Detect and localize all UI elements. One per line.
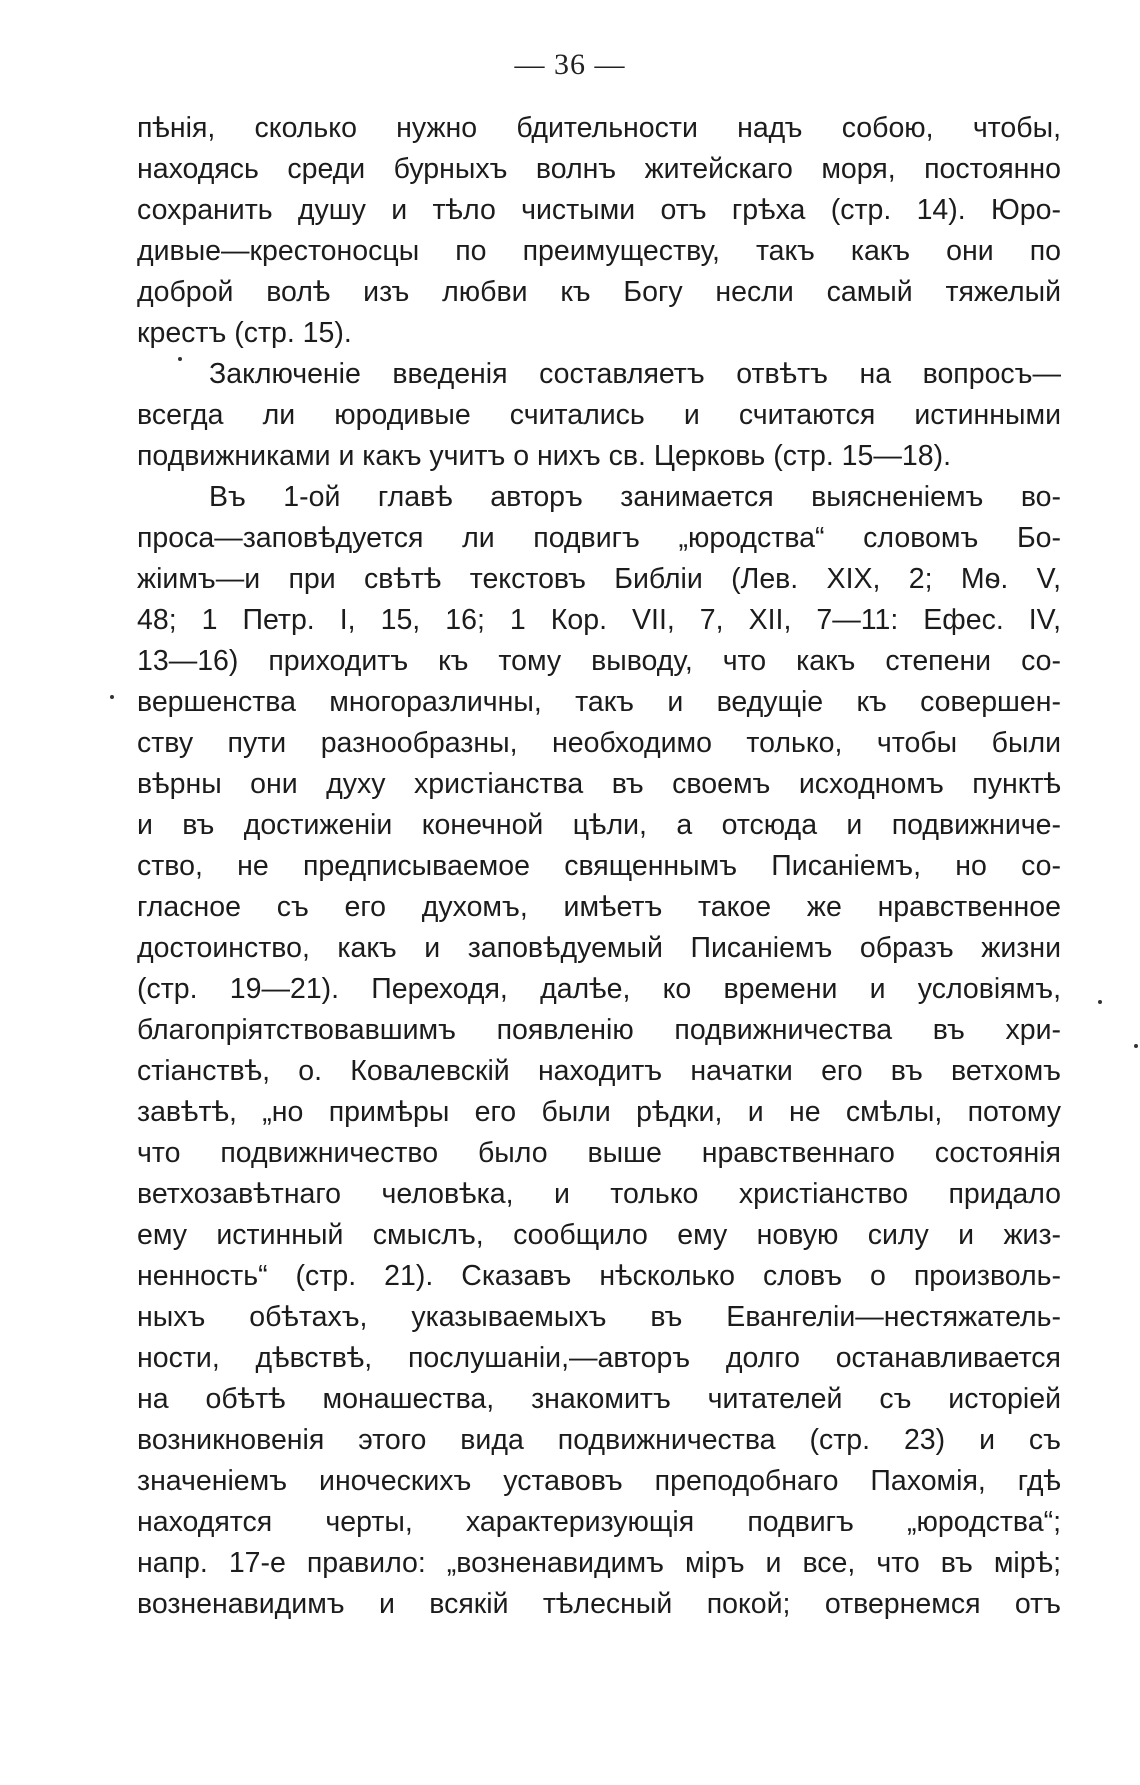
text-line: крестъ (стр. 15). (137, 317, 352, 349)
text-line: ству пути разнообразны, необходимо только, чтобы были (137, 727, 1061, 759)
paragraph-start-line: Заключеніе введенія составляетъ отвѣтъ на вопросъ— (209, 358, 1061, 390)
text-line: (стр. 19—21). Переходя, далѣе, ко времени и условіямъ, (137, 973, 1061, 1005)
text-line: что подвижничество было выше нравственнаго состоянія (137, 1137, 1061, 1169)
text-line: ныхъ обѣтахъ, указываемыхъ въ Евангеліи—нестяжатель- (137, 1301, 1061, 1333)
text-line: стіанствѣ, о. Ковалевскій находитъ начатки его въ ветхомъ (137, 1055, 1061, 1087)
text-line: сохранить душу и тѣло чистыми отъ грѣха (стр. 14). Юро- (137, 194, 1061, 226)
text-line: ему истинный смыслъ, сообщило ему новую силу и жиз- (137, 1219, 1061, 1251)
text-line: доброй волѣ изъ любви къ Богу несли самый тяжелый (137, 276, 1061, 308)
text-line: возненавидимъ и всякій тѣлесный покой; отвернемся отъ (137, 1588, 1061, 1620)
text-line: находятся черты, характеризующія подвигъ „юродства“; (137, 1506, 1061, 1538)
text-line: пѣнія, сколько нужно бдительности надъ собою, чтобы, (137, 112, 1061, 144)
text-line: всегда ли юродивые считались и считаются истинными (137, 399, 1061, 431)
scan-speck (110, 695, 114, 699)
text-line: проса—заповѣдуется ли подвигъ „юродства“ словомъ Бо- (137, 522, 1061, 554)
text-line: 13—16) приходитъ къ тому выводу, что какъ степени со- (137, 645, 1061, 677)
text-line: находясь среди бурныхъ волнъ житейскаго моря, постоянно (137, 153, 1061, 185)
text-line: ветхозавѣтнаго человѣка, и только христіанство придало (137, 1178, 1061, 1210)
text-line: и въ достиженіи конечной цѣли, а отсюда и подвижниче- (137, 809, 1061, 841)
paragraph-start-line: Въ 1-ой главѣ авторъ занимается выясненіемъ во- (209, 481, 1061, 513)
text-line: напр. 17-е правило: „возненавидимъ міръ и все, что въ мірѣ; (137, 1547, 1061, 1579)
text-line: вершенства многоразличны, такъ и ведущіе къ совершен- (137, 686, 1061, 718)
body-text (137, 108, 1061, 1625)
scan-speck (1098, 1000, 1102, 1004)
scan-speck (178, 357, 182, 361)
text-line: дивые—крестоносцы по преимуществу, такъ какъ они по (137, 235, 1061, 267)
text-line: вѣрны они духу христіанства въ своемъ исходномъ пунктѣ (137, 768, 1061, 800)
text-line: подвижниками и какъ учитъ о нихъ св. Церковь (стр. 15—18). (137, 440, 951, 472)
text-line: возникновенія этого вида подвижничества (стр. 23) и съ (137, 1424, 1061, 1456)
text-line: завѣтѣ, „но примѣры его были рѣдки, и не смѣлы, потому (137, 1096, 1061, 1128)
text-line: ности, дѣвствѣ, послушаніи,—авторъ долго останавливается (137, 1342, 1061, 1374)
scan-speck (1134, 1044, 1138, 1048)
text-line: жіимъ—и при свѣтѣ текстовъ Библіи (Лев. XIX, 2; Мѳ. V, (137, 563, 1061, 595)
text-line: благопріятствовавшимъ появленію подвижничества въ хри- (137, 1014, 1061, 1046)
text-line: достоинство, какъ и заповѣдуемый Писаніемъ образъ жизни (137, 932, 1061, 964)
text-line: гласное съ его духомъ, имѣетъ такое же нравственное (137, 891, 1061, 923)
text-line: значеніемъ иноческихъ уставовъ преподобнаго Пахомія, гдѣ (137, 1465, 1061, 1497)
text-line: 48; 1 Петр. I, 15, 16; 1 Кор. VII, 7, XII, 7—11: Ефес. IV, (137, 604, 1061, 636)
text-line: ненность“ (стр. 21). Сказавъ нѣсколько словъ о произволь- (137, 1260, 1061, 1292)
text-line: ство, не предписываемое священнымъ Писаніемъ, но со- (137, 850, 1061, 882)
page-number: — 36 — (514, 48, 626, 81)
text-line: на обѣтѣ монашества, знакомитъ читателей съ исторіей (137, 1383, 1061, 1415)
